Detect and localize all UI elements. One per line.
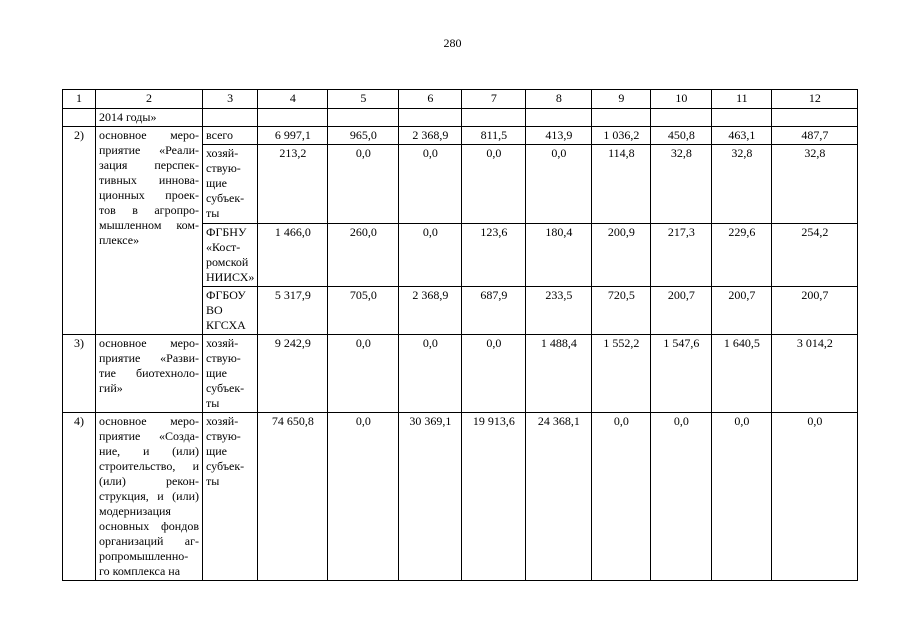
value-cell: 720,5	[592, 287, 651, 335]
value-cell: 0,0	[462, 145, 526, 224]
text-line: ВО	[206, 303, 223, 317]
text-line: ропромышленно-	[99, 549, 189, 563]
row-number: 2)	[63, 127, 96, 335]
header-cell: 6	[399, 90, 462, 109]
value-cell: 200,9	[592, 224, 651, 287]
text-line: модернизация	[99, 504, 171, 518]
value-cell: 687,9	[462, 287, 526, 335]
value-cell: 32,8	[651, 145, 712, 224]
value-cell: 2 368,9	[399, 127, 462, 145]
measure-description	[96, 335, 203, 413]
value-cell: 180,4	[526, 224, 592, 287]
text-line: приятие «Разви-	[99, 351, 199, 365]
text-line: основное меро-	[99, 128, 199, 142]
value-cell: 1 036,2	[592, 127, 651, 145]
measure-description	[96, 127, 203, 335]
text-line: строительство, и	[99, 459, 199, 473]
text-line: ствую-	[206, 351, 241, 365]
value-cell: 213,2	[258, 145, 328, 224]
text-line: тивных иннова-	[99, 173, 199, 187]
text-line: тов в агропро-	[99, 203, 199, 217]
measure-description	[96, 413, 203, 581]
continuation-row	[63, 109, 858, 127]
value-cell: 5 317,9	[258, 287, 328, 335]
header-cell: 4	[258, 90, 328, 109]
text-line: (или) рекон-	[99, 474, 199, 488]
text-line: ционных проек-	[99, 188, 199, 202]
value-cell: 9 242,9	[258, 335, 328, 413]
header-cell: 3	[203, 90, 258, 109]
header-cell: 10	[651, 90, 712, 109]
row-number: 4)	[63, 413, 96, 581]
text-line: организаций аг-	[99, 534, 199, 548]
value-cell: 965,0	[328, 127, 399, 145]
text-line: хозяй-	[206, 336, 239, 350]
header-cell: 11	[712, 90, 772, 109]
text-line: го комплекса на	[99, 564, 181, 578]
value-cell: 32,8	[712, 145, 772, 224]
table-row	[63, 335, 858, 413]
text-line: плексе»	[99, 233, 140, 247]
value-cell: 0,0	[399, 224, 462, 287]
value-cell: 30 369,1	[399, 413, 462, 581]
text-line: ты	[206, 206, 220, 220]
page-number: 280	[443, 36, 462, 50]
value-cell: 0,0	[328, 145, 399, 224]
funding-source	[203, 413, 258, 581]
funding-source	[203, 335, 258, 413]
text-line: ФГБОУ	[206, 288, 246, 302]
header-cell: 8	[526, 90, 592, 109]
value-cell: 1 466,0	[258, 224, 328, 287]
value-cell: 1 640,5	[712, 335, 772, 413]
text-line: приятие «Созда-	[99, 429, 199, 443]
value-cell: 0,0	[462, 335, 526, 413]
text-line: субъек-	[206, 381, 245, 395]
text-line: хозяй-	[206, 414, 239, 428]
text-line: субъек-	[206, 191, 245, 205]
value-cell: 6 997,1	[258, 127, 328, 145]
value-cell: 229,6	[712, 224, 772, 287]
value-cell: 233,5	[526, 287, 592, 335]
header-cell: 7	[462, 90, 526, 109]
value-cell: 0,0	[328, 335, 399, 413]
value-cell: 1 547,6	[651, 335, 712, 413]
value-cell: 705,0	[328, 287, 399, 335]
funding-source	[203, 145, 258, 224]
header-cell: 1	[63, 90, 96, 109]
funding-source	[203, 287, 258, 335]
data-table	[62, 89, 858, 581]
value-cell: 463,1	[712, 127, 772, 145]
text-line: основное меро-	[99, 336, 199, 350]
value-cell: 0,0	[399, 145, 462, 224]
text-line: ствую-	[206, 161, 241, 175]
header-row	[63, 90, 858, 109]
value-cell: 200,7	[712, 287, 772, 335]
value-cell: 217,3	[651, 224, 712, 287]
text-line: хозяй-	[206, 146, 239, 160]
value-cell: 24 368,1	[526, 413, 592, 581]
value-cell: 0,0	[399, 335, 462, 413]
value-cell: 0,0	[651, 413, 712, 581]
text-line: приятие «Реали-	[99, 143, 199, 157]
value-cell: 811,5	[462, 127, 526, 145]
text-line: мышленном ком-	[99, 218, 199, 232]
value-cell: 0,0	[526, 145, 592, 224]
text-line: зация перспек-	[99, 158, 199, 172]
table-row	[63, 413, 858, 581]
text-line: субъек-	[206, 459, 245, 473]
text-line: ФГБНУ	[206, 225, 247, 239]
value-cell: 3 014,2	[772, 335, 858, 413]
value-cell: 1 488,4	[526, 335, 592, 413]
value-cell: 123,6	[462, 224, 526, 287]
value-cell: 260,0	[328, 224, 399, 287]
funding-source	[203, 127, 258, 145]
value-cell: 2 368,9	[399, 287, 462, 335]
value-cell: 32,8	[772, 145, 858, 224]
text-line: щие	[206, 444, 227, 458]
value-cell: 487,7	[772, 127, 858, 145]
text-line: тие биотехноло-	[99, 366, 199, 380]
text-line: основное меро-	[99, 414, 199, 428]
text-line: ствую-	[206, 429, 241, 443]
value-cell: 254,2	[772, 224, 858, 287]
header-cell: 5	[328, 90, 399, 109]
value-cell: 0,0	[772, 413, 858, 581]
value-cell: 413,9	[526, 127, 592, 145]
text-line: ромской	[206, 255, 249, 269]
value-cell: 0,0	[592, 413, 651, 581]
value-cell: 19 913,6	[462, 413, 526, 581]
table-row	[63, 127, 858, 145]
row-number: 3)	[63, 335, 96, 413]
value-cell: 200,7	[772, 287, 858, 335]
text-line: щие	[206, 176, 227, 190]
text-line: щие	[206, 366, 227, 380]
value-cell: 0,0	[328, 413, 399, 581]
value-cell: 114,8	[592, 145, 651, 224]
text-line: ты	[206, 396, 220, 410]
value-cell: 1 552,2	[592, 335, 651, 413]
header-cell: 9	[592, 90, 651, 109]
value-cell: 450,8	[651, 127, 712, 145]
text-line: всего	[206, 128, 234, 142]
text-line: ты	[206, 474, 220, 488]
continued-text: 2014 годы»	[96, 109, 203, 127]
text-line: гий»	[99, 381, 123, 395]
value-cell: 74 650,8	[258, 413, 328, 581]
text-line: «Кост-	[206, 240, 241, 254]
header-cell: 2	[96, 90, 203, 109]
text-line: КГСХА	[206, 318, 246, 332]
header-cell: 12	[772, 90, 858, 109]
funding-source	[203, 224, 258, 287]
table-body	[63, 90, 858, 581]
value-cell: 200,7	[651, 287, 712, 335]
text-line: струкция, и (или)	[99, 489, 199, 503]
text-line: НИИСХ»	[206, 270, 255, 284]
value-cell: 0,0	[712, 413, 772, 581]
text-line: основных фондов	[99, 519, 199, 533]
text-line: ние, и (или)	[99, 444, 199, 458]
